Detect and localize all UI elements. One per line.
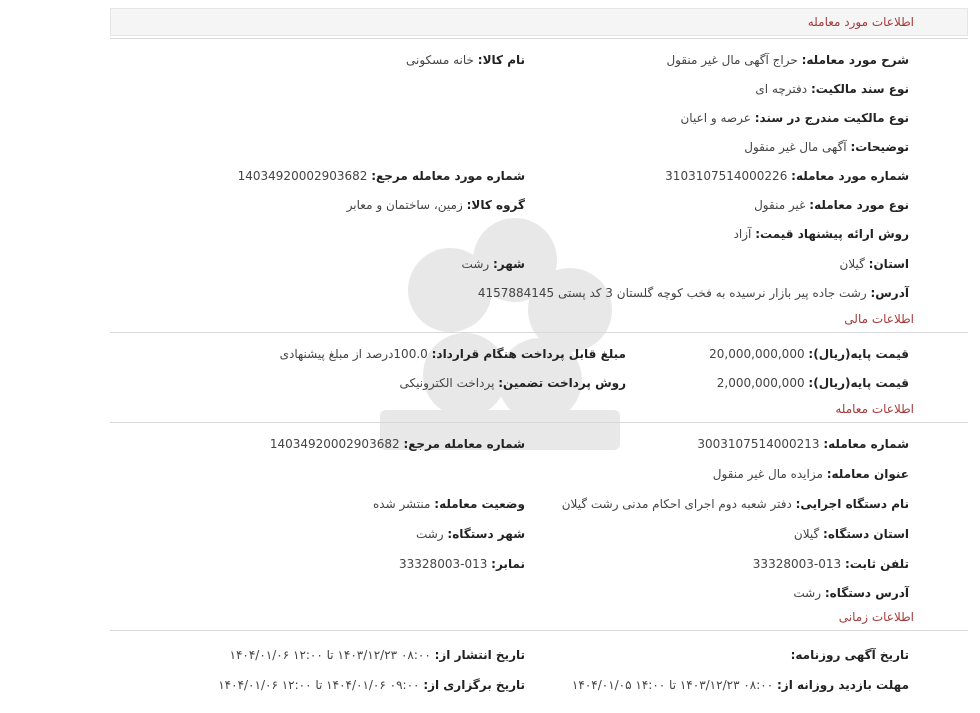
- field-value: دفتر شعبه دوم اجرای احکام مدنی رشت گیلان: [561, 497, 792, 511]
- field-value: منتشر شده: [372, 497, 431, 511]
- field-label: روش ارائه پیشنهاد قیمت:: [755, 227, 909, 241]
- field-label: وضعیت معامله:: [434, 497, 525, 511]
- field-value: مزایده مال غیر منقول: [712, 467, 823, 481]
- field-label: روش پرداخت تضمین:: [498, 376, 626, 390]
- field-ownership-type: [680, 108, 909, 128]
- field-value: ۰۸:۰۰ ۱۴۰۳/۱۲/۲۳ تا ۱۲:۰۰ ۱۴۰۴/۰۱/۰۶: [229, 648, 431, 662]
- field-label: تاریخ آگهی روزنامه:: [790, 648, 909, 662]
- field-value: 013-33328003: [399, 557, 488, 571]
- field-province: [840, 254, 910, 274]
- field-org-address: [793, 583, 909, 603]
- field-label: شرح مورد معامله:: [801, 53, 909, 67]
- field-payable-amount: [280, 344, 626, 364]
- field-label: آدرس دستگاه:: [824, 586, 909, 600]
- field-address: [478, 283, 909, 303]
- field-label: مهلت بازدید روزانه از:: [777, 678, 909, 692]
- field-newspaper-date: [791, 645, 909, 665]
- field-label: توضیحات:: [850, 140, 909, 154]
- field-value: گیلان: [793, 527, 820, 541]
- field-publish-date: [230, 645, 525, 665]
- field-value: زمین، ساختمان و معابر: [346, 198, 463, 212]
- field-label: نوع مورد معامله:: [809, 198, 909, 212]
- field-transaction-ref: [270, 434, 525, 454]
- field-value: 3003107514000213: [697, 437, 820, 451]
- field-fax: [399, 554, 525, 574]
- field-label: آدرس:: [870, 286, 909, 300]
- field-value: غیر منقول: [754, 198, 806, 212]
- field-notes: [744, 137, 909, 157]
- field-label: استان دستگاه:: [823, 527, 909, 541]
- field-value: 14034920002903682: [237, 169, 368, 183]
- field-label: شهر دستگاه:: [447, 527, 525, 541]
- field-org-city: [416, 524, 525, 544]
- field-label: تاریخ انتشار از:: [434, 648, 525, 662]
- field-transaction-number: [697, 434, 909, 454]
- field-offer-method: [734, 224, 909, 244]
- field-value: ۰۸:۰۰ ۱۴۰۳/۱۲/۲۳ تا ۱۴:۰۰ ۱۴۰۴/۰۱/۰۵: [571, 678, 774, 692]
- field-label: نمابر:: [491, 557, 525, 571]
- field-guarantee-method: [400, 373, 626, 393]
- field-goods-group: [347, 195, 525, 215]
- field-label: نوع سند مالکیت:: [810, 82, 909, 96]
- field-executive-org: [562, 494, 909, 514]
- section-title-timing: اطلاعات زمانی: [838, 610, 914, 624]
- field-value: پرداخت الکترونیکی: [399, 376, 495, 390]
- field-label: شماره مورد معامله:: [791, 169, 909, 183]
- field-value: رشت جاده پیر بازار نرسیده به فخب کوچه گلستان 3 کد پستی 4157884145: [477, 286, 867, 300]
- field-label: نام کالا:: [477, 53, 525, 67]
- field-label: عنوان معامله:: [826, 467, 909, 481]
- field-value: 100.0درصد از مبلغ پیشنهادی: [279, 347, 428, 361]
- field-value: ۰۹:۰۰ ۱۴۰۴/۰۱/۰۶ تا ۱۲:۰۰ ۱۴۰۴/۰۱/۰۶: [218, 678, 420, 692]
- field-label: شهر:: [493, 257, 525, 271]
- field-value: 3103107514000226: [665, 169, 788, 183]
- field-ref-item-number: [238, 166, 525, 186]
- field-value: عرصه و اعیان: [680, 111, 751, 125]
- field-value: رشت: [793, 586, 822, 600]
- field-guarantee-price: [717, 373, 909, 393]
- field-label: نام دستگاه اجرایی:: [795, 497, 909, 511]
- field-label: مبلغ قابل پرداخت هنگام قرارداد:: [431, 347, 626, 361]
- section-title-financial: اطلاعات مالی: [844, 312, 914, 326]
- section-title-deal-info: اطلاعات مورد معامله: [807, 15, 914, 29]
- divider: [110, 422, 968, 423]
- field-base-price: [709, 344, 909, 364]
- divider: [110, 38, 968, 39]
- field-value: 2,000,000,000: [716, 376, 805, 390]
- field-hold-date: [218, 675, 525, 695]
- section-title-transaction: اطلاعات معامله: [835, 402, 914, 416]
- field-value: خانه مسکونی: [406, 53, 474, 67]
- field-value: 013-33328003: [752, 557, 842, 571]
- field-value: 14034920002903682: [269, 437, 400, 451]
- field-value: گیلان: [839, 257, 865, 271]
- field-org-province: [794, 524, 909, 544]
- field-label: گروه کالا:: [466, 198, 525, 212]
- field-transaction-title: [713, 464, 909, 484]
- field-value: آگهی مال غیر منقول: [744, 140, 847, 154]
- field-label: نوع مالکیت مندرج در سند:: [754, 111, 909, 125]
- field-item-number: [665, 166, 909, 186]
- field-transaction-status: [373, 494, 525, 514]
- field-value: رشت: [415, 527, 444, 541]
- field-deal-description: [666, 50, 909, 70]
- field-value: آزاد: [733, 227, 752, 241]
- field-phone: [753, 554, 909, 574]
- field-label: قیمت پایه(ریال):: [808, 347, 909, 361]
- field-city: [462, 254, 525, 274]
- field-ownership-doc: [755, 79, 909, 99]
- field-value: 20,000,000,000: [709, 347, 805, 361]
- field-label: شماره معامله مرجع:: [403, 437, 525, 451]
- divider: [110, 332, 968, 333]
- field-visit-deadline: [572, 675, 909, 695]
- field-label: قیمت پایه(ریال):: [808, 376, 909, 390]
- field-value: حراج آگهی مال غیر منقول: [666, 53, 798, 67]
- field-label: شماره معامله:: [823, 437, 909, 451]
- field-value: دفترچه ای: [755, 82, 808, 96]
- field-item-name: [406, 50, 525, 70]
- field-value: رشت: [461, 257, 490, 271]
- divider: [110, 630, 968, 631]
- field-label: تاریخ برگزاری از:: [423, 678, 525, 692]
- field-label: شماره مورد معامله مرجع:: [371, 169, 525, 183]
- field-label: تلفن ثابت:: [844, 557, 909, 571]
- field-item-type: [754, 195, 909, 215]
- field-label: استان:: [868, 257, 909, 271]
